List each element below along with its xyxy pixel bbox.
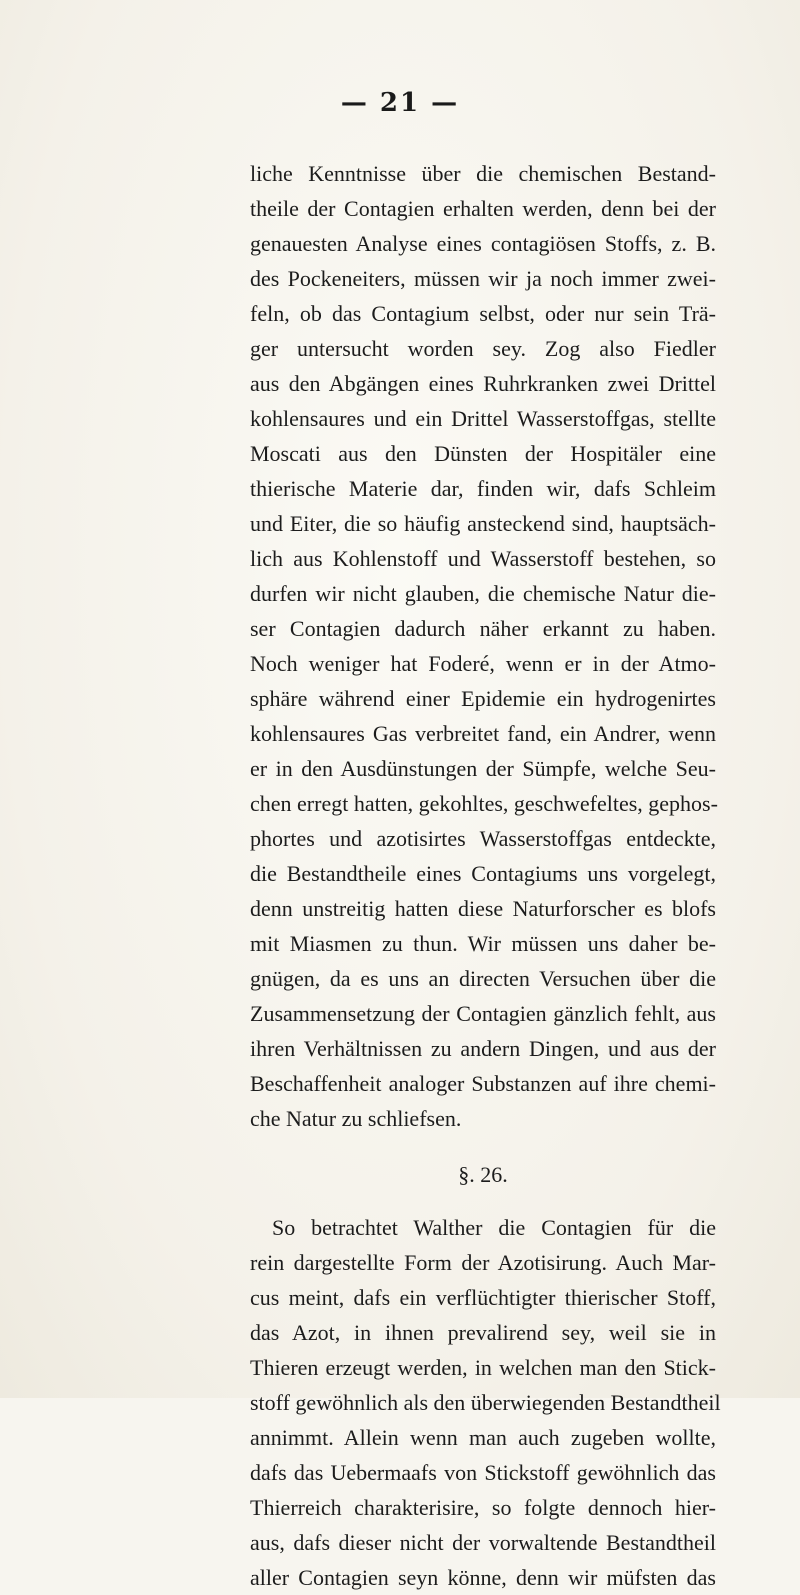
text-line: er in den Ausdünstungen der Sümpfe, welche Seu- (250, 756, 716, 781)
text-line: genauesten Analyse eines contagiösen Stoffs, z. B. (250, 231, 716, 256)
text-line: cus meint, dafs ein verflüchtigter thierischer Stoff, (250, 1285, 716, 1310)
text-line: Noch weniger hat Foderé, wenn er in der Atmo- (250, 651, 716, 676)
text-line: chen erregt hatten, gekohltes, geschwefeltes, gephos- (250, 791, 718, 816)
text-line: Thieren erzeugt werden, in welchen man den Stick- (250, 1355, 716, 1380)
paragraph-2 (250, 1210, 721, 1595)
text-line: mit Miasmen zu thun. Wir müssen uns daher be- (250, 931, 716, 956)
text-line: denn unstreitig hatten diese Naturforscher es blofs (250, 896, 716, 921)
text-line: rein dargestellte Form der Azotisirung. Auch Mar- (250, 1250, 716, 1275)
text-line: theile der Contagien erhalten werden, denn bei der (250, 196, 716, 221)
paragraph-1 (250, 156, 716, 1136)
text-line: aus, dafs dieser nicht der vorwaltende Bestandtheil (250, 1530, 716, 1555)
text-line: feln, ob das Contagium selbst, oder nur sein Trä- (250, 301, 716, 326)
text-line: gnügen, da es uns an directen Versuchen über die (250, 966, 716, 991)
text-line: Zusammensetzung der Contagien gänzlich fehlt, aus (250, 1001, 716, 1026)
text-line: ihren Verhältnissen zu andern Dingen, und aus der (250, 1036, 716, 1061)
text-line: das Azot, in ihnen prevalirend sey, weil sie in (250, 1320, 716, 1345)
text-line: stoff gewöhnlich als den überwiegenden Bestandtheil (250, 1390, 721, 1415)
text-line: des Pockeneiters, müssen wir ja noch immer zwei- (250, 266, 716, 291)
text-line: ser Contagien dadurch näher erkannt zu haben. (250, 616, 716, 641)
text-line: annimmt. Allein wenn man auch zugeben wollte, (250, 1425, 716, 1450)
text-line: durfen wir nicht glauben, die chemische Natur die- (250, 581, 716, 606)
text-line: phortes und azotisirtes Wasserstoffgas entdeckte, (250, 826, 716, 851)
text-line: So betrachtet Walther die Contagien für die (272, 1215, 716, 1240)
text-line: Beschaffenheit analoger Substanzen auf ihre chemi- (250, 1071, 716, 1096)
text-line: dafs das Uebermaafs von Stickstoff gewöhnlich das (250, 1460, 716, 1485)
text-line: aller Contagien seyn könne, denn wir müfsten das (250, 1565, 716, 1590)
text-line: thierische Materie dar, finden wir, dafs Schleim (250, 476, 716, 501)
text-line: Thierreich charakterisire, so folgte dennoch hier- (250, 1495, 716, 1520)
text-line: lich aus Kohlenstoff und Wasserstoff bestehen, so (250, 546, 716, 571)
body-text (250, 156, 721, 1595)
section-heading: §. 26. (458, 1162, 508, 1187)
page-number: — 21 — (340, 88, 460, 118)
text-line: che Natur zu schliefsen. (250, 1106, 462, 1131)
text-line: ger untersucht worden sey. Zog also Fiedler (250, 336, 716, 361)
text-line: liche Kenntnisse über die chemischen Bestand- (250, 161, 716, 186)
text-line: die Bestandtheile eines Contagiums uns vorgelegt, (250, 861, 716, 886)
text-line: und Eiter, die so häufig ansteckend sind, hauptsäch- (250, 511, 716, 536)
text-line: kohlensaures und ein Drittel Wasserstoffgas, stellte (250, 406, 716, 431)
text-line: Moscati aus den Dünsten der Hospitäler eine (250, 441, 716, 466)
text-line: aus den Abgängen eines Ruhrkranken zwei Drittel (250, 371, 716, 396)
text-line: sphäre während einer Epidemie ein hydrogenirtes (250, 686, 716, 711)
text-line: kohlensaures Gas verbreitet fand, ein Andrer, wenn (250, 721, 716, 746)
